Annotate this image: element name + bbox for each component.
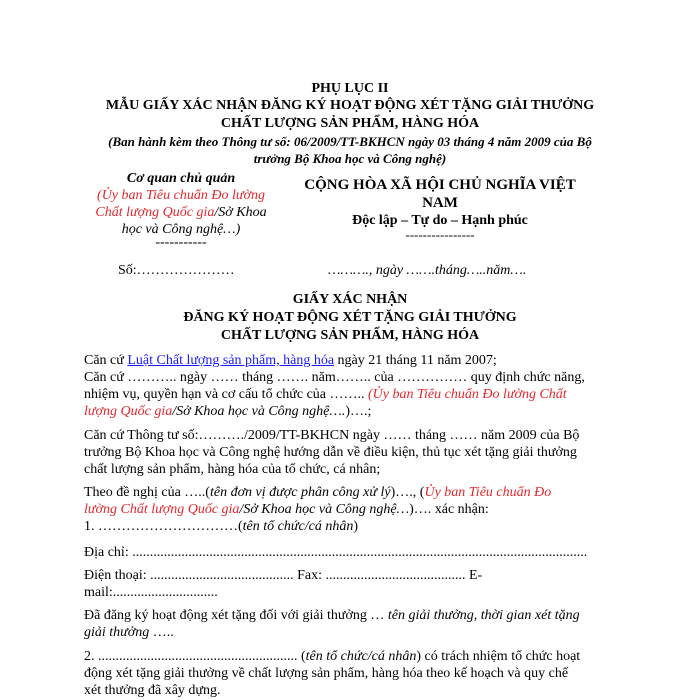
basis-function-line1: Căn cứ ……….. ngày …… tháng ……. năm…….. của …………… quy định chức năng,	[84, 370, 585, 385]
item2-b: ) có trách nhiệm tổ chức hoạt	[416, 649, 581, 664]
basis-law-paragraph	[84, 352, 624, 369]
date-line: ………., ngày …….tháng…..năm….	[328, 263, 527, 278]
basis-function-end: )….;	[345, 404, 372, 419]
registered-b: …..	[149, 625, 174, 640]
issuance-note-line1: (Ban hành kèm theo Thông tư số: 06/2009/TT-BKHCN ngày 03 tháng 4 năm 2009 của Bộ	[108, 134, 592, 149]
item2-paragraph	[84, 648, 624, 699]
proposal-paragraph	[84, 484, 624, 535]
registered-a: Đã đăng ký hoạt động xét tặng đối với giải thưởng …	[84, 608, 388, 623]
basis-circular-paragraph	[84, 427, 624, 478]
item2-line2: động xét tặng giải thưởng về chất lượng sản phẩm, hàng hóa theo kế hoạch và quy chế	[84, 666, 569, 681]
agency-rule: -----------	[155, 235, 207, 250]
basis-function-paragraph	[84, 369, 624, 420]
basis-function-italic: /Sở Khoa học và Công nghệ….	[172, 404, 346, 419]
basis-law-prefix: Căn cứ	[84, 353, 128, 368]
agency-line2-black: /Sở Khoa	[214, 205, 267, 220]
registered-italic2: giải thưởng	[84, 625, 150, 640]
proposal-italic2: /Sở Khoa học và Công nghệ…	[239, 502, 410, 517]
registered-paragraph	[84, 607, 624, 641]
doc-title-line3: CHẤT LƯỢNG SẢN PHẨM, HÀNG HÓA	[220, 328, 480, 343]
doc-title-line2: ĐĂNG KÝ HOẠT ĐỘNG XÉT TẶNG GIẢI THƯỞNG	[183, 310, 517, 325]
item1-a: 1. …………………………(	[84, 519, 243, 534]
phone-fax-line: Điện thoại: ......................................... Fax: ........................................ E-	[84, 568, 483, 583]
basis-function-red1: (Ủy ban Tiêu chuẩn Đo lường Chất	[368, 387, 567, 402]
law-link[interactable]: Luật Chất lượng sản phẩm, hàng hóa	[127, 353, 335, 368]
basis-function-line2: nhiệm vụ, quyền hạn và cơ cấu tổ chức của ……..	[84, 387, 369, 402]
republic-name-line2: NAM	[422, 195, 458, 211]
republic-name-line1: CỘNG HÒA XÃ HỘI CHỦ NGHĨA VIỆT	[304, 177, 576, 193]
item2-line3: xét thưởng đã xây dựng.	[84, 683, 221, 698]
agency-title: Cơ quan chủ quản	[126, 171, 236, 186]
proposal-c: )…. xác nhận:	[409, 502, 489, 517]
agency-red-line2: Chất lượng Quốc gia	[95, 205, 215, 220]
proposal-italic: tên đơn vị được phân công xử lý	[209, 485, 391, 500]
document-number: Số:…………………	[118, 263, 235, 278]
appendix-label: PHỤ LỤC II	[311, 81, 389, 96]
item2-italic: tên tổ chức/cá nhân	[305, 649, 417, 664]
basis-circular-line2: trưởng Bộ Khoa học và Công nghệ hướng dẫn về điều kiện, thủ tục xét tặng giải thưởng	[84, 445, 577, 460]
basis-circular-line1: Căn cứ Thông tư số:………./2009/TT-BKHCN ngày …… tháng …… năm 2009 của Bộ	[84, 428, 580, 443]
item1-italic: tên tổ chức/cá nhân	[242, 519, 354, 534]
basis-function-red2: lượng Quốc gia	[84, 404, 173, 419]
republic-rule: ----------------	[405, 227, 475, 242]
proposal-red2: lường Chất lượng Quốc gia	[84, 502, 240, 517]
agency-line3: học và Công nghệ…)	[121, 222, 241, 237]
item2-a: 2. ......................................................... (	[84, 649, 306, 664]
motto: Độc lập – Tự do – Hạnh phúc	[352, 213, 528, 228]
email-line: mail:..............................	[84, 585, 218, 600]
contact-paragraph	[84, 567, 624, 601]
republic-block	[290, 176, 590, 240]
form-title-line1: MẪU GIẤY XÁC NHẬN ĐĂNG KÝ HOẠT ĐỘNG XÉT TẶNG GIẢI THƯỞNG	[105, 98, 595, 113]
issuance-note-line2: trưởng Bộ Khoa học và Công nghệ)	[253, 151, 447, 166]
registered-italic1: tên giải thưởng, thời gian xét tặng	[387, 608, 580, 623]
basis-circular-line3: chất lượng sản phẩm, hàng hóa của tổ chức, cá nhân;	[84, 462, 381, 477]
address-line: Địa chỉ: ..................................................................................................................................	[84, 545, 588, 560]
proposal-a: Theo đề nghị của …..(	[84, 485, 210, 500]
agency-red-open: (Ủy ban Tiêu chuẩn Đo lường	[97, 188, 265, 203]
doc-title-line1: GIẤY XÁC NHẬN	[292, 292, 408, 307]
basis-law-suffix: ngày 21 tháng 11 năm 2007;	[334, 353, 497, 368]
item1-b: )	[353, 519, 359, 534]
agency-block	[76, 170, 286, 248]
form-title-line2: CHẤT LƯỢNG SẢN PHẨM, HÀNG HÓA	[220, 116, 480, 131]
proposal-red1: Ủy ban Tiêu chuẩn Đo	[424, 485, 552, 500]
proposal-b: )…., (	[390, 485, 425, 500]
